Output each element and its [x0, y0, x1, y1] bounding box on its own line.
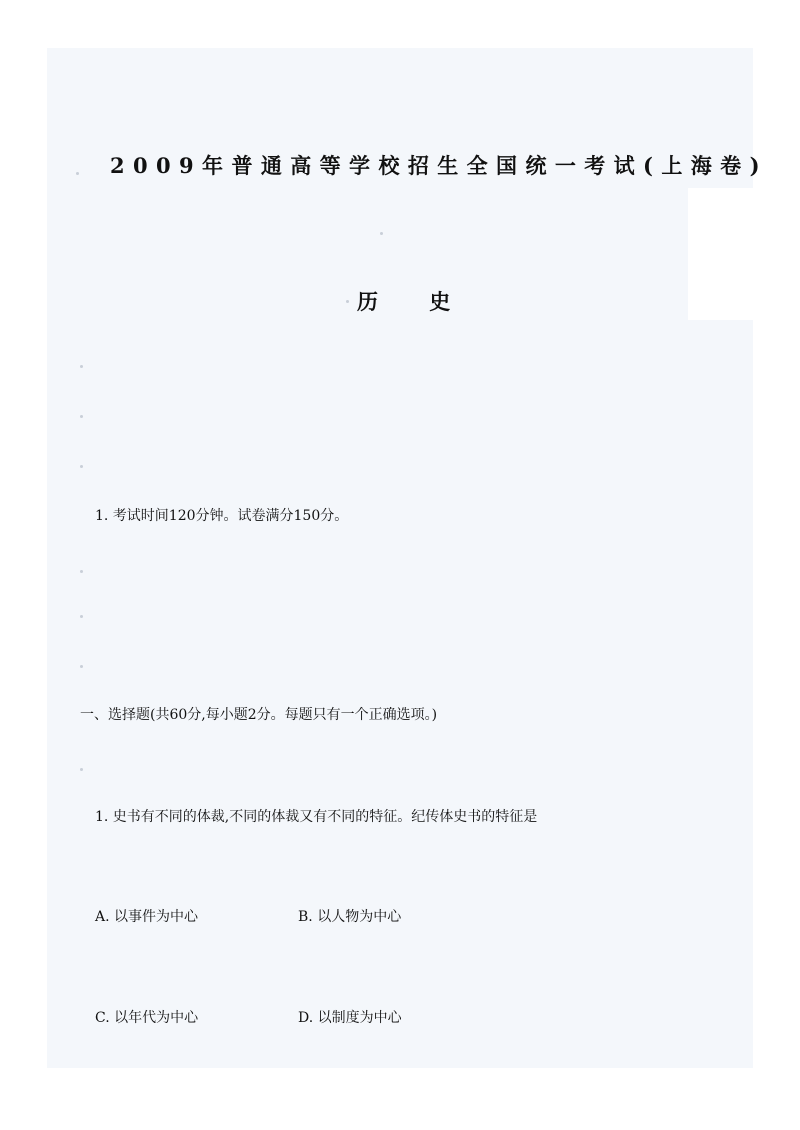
page-cutout [688, 188, 753, 320]
question-stem: 1. 史书有不同的体裁,不同的体裁又有不同的特征。纪传体史书的特征是 [95, 809, 538, 825]
section-heading: 一、选择题(共60分,每小题2分。每题只有一个正确选项。) [80, 707, 438, 723]
scan-mark [80, 768, 83, 771]
exam-subject: 历 史 [357, 289, 473, 314]
option-c: C. 以年代为中心 [95, 1010, 199, 1026]
scan-mark [80, 615, 83, 618]
scan-mark [80, 570, 83, 573]
option-d: D. 以制度为中心 [298, 1010, 402, 1026]
scan-mark [346, 300, 349, 303]
scan-mark [80, 465, 83, 468]
exam-title: 2009年普通高等学校招生全国统一考试(上海卷) [110, 153, 768, 178]
option-a: A. 以事件为中心 [95, 909, 199, 925]
scan-mark [80, 415, 83, 418]
scan-mark [80, 665, 83, 668]
scan-mark [80, 365, 83, 368]
scan-mark [380, 232, 383, 235]
option-b: B. 以人物为中心 [298, 909, 402, 925]
instruction-note: 1. 考试时间120分钟。试卷满分150分。 [95, 508, 349, 524]
scan-mark [76, 172, 79, 175]
